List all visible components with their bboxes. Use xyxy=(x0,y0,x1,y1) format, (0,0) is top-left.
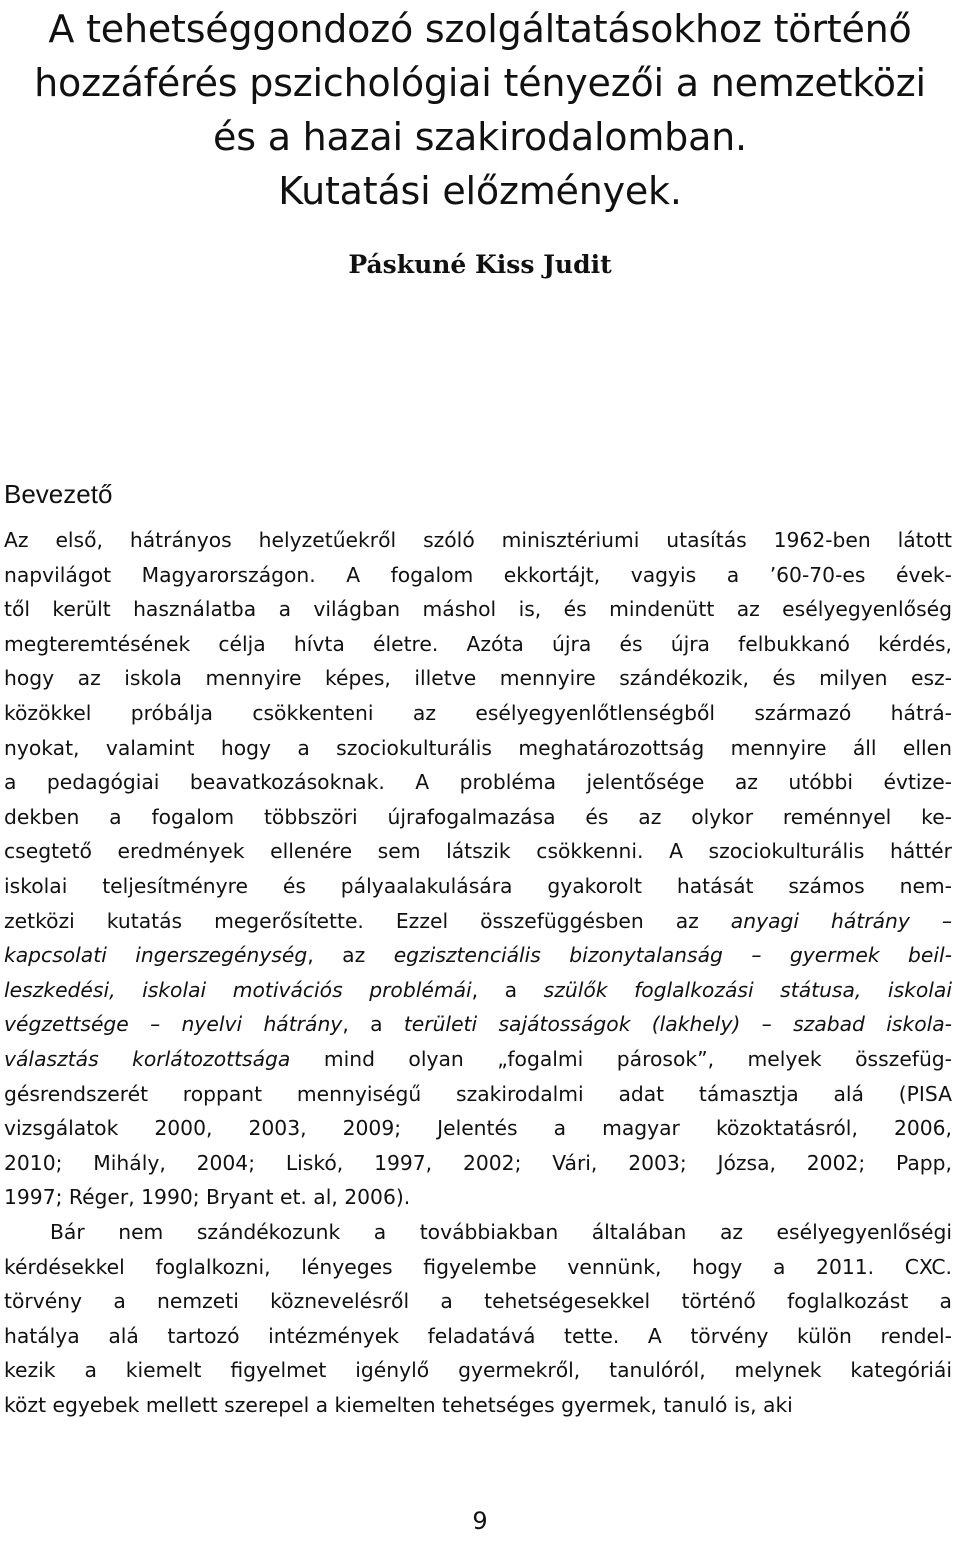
text-segment: közt egyebek mellett szerepel a kiemelten tehetséges gyermek, tanuló is, aki xyxy=(4,1392,793,1417)
italic-term: anyagi hátrány – xyxy=(730,908,952,933)
text-line xyxy=(4,627,952,662)
text-segment: 1997; Réger, 1990; Bryant et. al, 2006). xyxy=(4,1185,411,1210)
text-line xyxy=(4,1180,952,1215)
text-line xyxy=(4,1215,952,1250)
text-line xyxy=(4,558,952,593)
text-segment: megteremtésének célja hívta életre. Azóta újra és újra felbukkanó kérdés, xyxy=(4,631,952,656)
author-name: Páskuné Kiss Judit xyxy=(348,250,612,279)
italic-term: kapcsolati ingerszegénység xyxy=(4,943,308,968)
text-segment: zetközi kutatás megerősítette. Ezzel összefüggésben az xyxy=(4,908,731,933)
section-heading: Bevezető xyxy=(4,479,113,509)
text-segment: hatálya alá tartozó intézmények feladatává tette. A törvény külön rendel- xyxy=(4,1323,952,1348)
text-segment: Az első, hátrányos helyzetűekről szóló minisztériumi utasítás 1962-ben látott xyxy=(4,528,952,552)
text-line xyxy=(4,973,952,1008)
text-line xyxy=(4,1353,952,1388)
text-line xyxy=(4,800,952,835)
text-segment: hogy az iskola mennyire képes, illetve mennyire szándékozik, és milyen esz- xyxy=(4,666,952,691)
text-line xyxy=(4,1042,952,1077)
text-segment: mind olyan „fogalmi párosok”, melyek összefüg- xyxy=(290,1046,952,1071)
text-segment: Bár nem szándékozunk a továbbiakban általában az esélyegyenlőségi xyxy=(50,1220,952,1244)
text-line xyxy=(4,696,952,731)
text-segment: kérdésekkel foglalkozni, lényeges figyelembe vennünk, hogy a 2011. CXC. xyxy=(4,1254,952,1279)
italic-term: egzisztenciális bizonytalanság – gyermek beil- xyxy=(393,943,952,968)
document-title xyxy=(0,2,960,218)
italic-term: választás korlátozottsága xyxy=(4,1046,291,1071)
italic-term: területi sajátosságok (lakhely) – szabad iskola- xyxy=(403,1012,952,1037)
text-line xyxy=(4,869,952,904)
italic-term: szülők foglalkozási státusa, iskolai xyxy=(543,977,952,1002)
text-segment: gésrendszerét roppant mennyiségű szakirodalmi adat támasztja alá (PISA xyxy=(4,1081,952,1106)
title-line: A tehetséggondozó szolgáltatásokhoz történő xyxy=(48,7,912,51)
text-segment: iskolai teljesítményre és pályaalakulására gyakorolt hatását számos nem- xyxy=(4,873,952,898)
text-line xyxy=(4,904,952,939)
text-segment: közökkel próbálja csökkenteni az esélyegyenlőtlenségből származó hátrá- xyxy=(4,700,952,725)
text-line xyxy=(4,1319,952,1354)
text-line xyxy=(4,1388,952,1423)
text-segment: csegtető eredmények ellenére sem látszik csökkenni. A szociokulturális háttér xyxy=(4,839,952,864)
text-line xyxy=(4,765,952,800)
text-segment: , az xyxy=(307,943,394,968)
text-segment: a pedagógiai beavatkozásoknak. A probléma jelentősége az utóbbi évtize- xyxy=(4,770,952,795)
introduction-paragraph xyxy=(4,523,952,1215)
text-line xyxy=(4,1146,952,1181)
text-line xyxy=(4,1077,952,1112)
text-segment: től került használatba a világban máshol is, és mindenütt az esélyegyenlőség xyxy=(4,597,952,622)
text-line xyxy=(4,1111,952,1146)
page-number: 9 xyxy=(472,1507,488,1535)
text-segment: , a xyxy=(471,977,544,1002)
text-line xyxy=(4,523,952,558)
text-line xyxy=(4,1007,952,1042)
law-paragraph xyxy=(4,1215,952,1423)
text-line xyxy=(4,731,952,766)
text-line xyxy=(4,1284,952,1319)
text-line xyxy=(4,938,952,973)
text-line xyxy=(4,1250,952,1285)
italic-term: végzettsége – nyelvi hátrány xyxy=(4,1012,343,1037)
text-segment: dekben a fogalom többszöri újrafogalmazása és az olykor reménnyel ke- xyxy=(4,804,952,829)
text-segment: 2010; Mihály, 2004; Liskó, 1997, 2002; Vári, 2003; Józsa, 2002; Papp, xyxy=(4,1150,952,1175)
italic-term: leszkedési, iskolai motivációs problémái xyxy=(4,977,472,1002)
text-segment: vizsgálatok 2000, 2003, 2009; Jelentés a magyar közoktatásról, 2006, xyxy=(4,1116,952,1141)
text-segment: nyokat, valamint hogy a szociokulturális meghatározottság mennyire áll ellen xyxy=(4,735,952,760)
text-segment: kezik a kiemelt figyelmet igénylő gyermekről, tanulóról, melynek kategóriái xyxy=(4,1358,952,1383)
title-line: Kutatási előzmények. xyxy=(278,169,682,213)
text-line xyxy=(4,661,952,696)
text-line xyxy=(4,592,952,627)
text-line xyxy=(4,834,952,869)
title-line: hozzáférés pszichológiai tényezői a nemzetközi xyxy=(34,61,926,105)
text-segment: , a xyxy=(342,1012,404,1037)
text-segment: napvilágot Magyarországon. A fogalom ekkortájt, vagyis a ’60-70-es évek- xyxy=(4,562,952,587)
title-line: és a hazai szakirodalomban. xyxy=(213,115,747,159)
text-segment: törvény a nemzeti köznevelésről a tehetségesekkel történő foglalkozást a xyxy=(4,1289,952,1314)
